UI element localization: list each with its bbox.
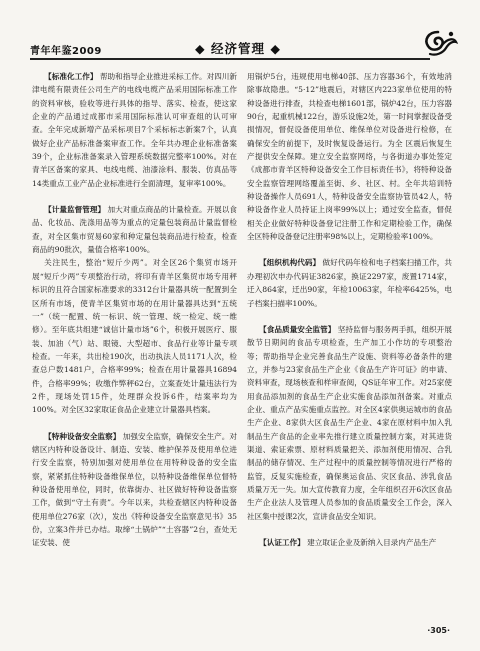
paragraph-organization-code [247, 256, 452, 309]
paragraph-text: 关注民生，整治“短斤少两”。对全区26个集贸市场开展“短斤少两”专项整治行动，将印有青羊区集贸市场专用秤标识的且符合国家标准要求的3312台计量器具统一配置到全区所有市场，使青羊区集贸市场的在用计量器具达到“五统一”（统一配置、统一标识、统一管理、统一检定、统一维修）。至年底共组建“诚信计量市场”6个，积极开展医疗、服装、加油（气）站、眼镜、大型超市、食品行业等计量专项检查。一年来，共出检190次，出动执法人员1171人次，检查总户数1481户，合格率99%；检查在用计量器具16894件，合格率99%；收缴作弊秤62台，立案查处计量违法行为2件，现场处罚15件，处理群众投诉6件，结案率均为100%。对全区32家取证食品企业建立计量器具档案。 [32, 258, 237, 415]
paragraph-special-equipment-continued [247, 70, 452, 243]
section-heading: 【标准化工作】 [44, 72, 98, 81]
paragraph-text: 做好代码年检和电子档案扫描工作，共办理初次申办代码证3826家，换证2297家，废置1714家，迁入864家，迁出90家，年检10063家，年检率6425%，电子档案扫描率100%。 [247, 258, 453, 308]
paragraph-text: 加大对重点商品的计量检查。开展以食品、化妆品、洗涤用品等为重点的定量包装商品计量监督检查，对全区集市贸易60家和种定量包装商品进行检查，检查商品的90批次，量值合格率100%。 [32, 205, 238, 255]
paragraph-market-remediation [32, 256, 237, 416]
swirl-logo-icon [418, 28, 458, 58]
page-header [30, 28, 450, 58]
running-title: 青年年鉴2009 [30, 46, 102, 57]
section-heading: 【计量监督管理】 [44, 205, 106, 215]
paragraph-text: 用锅炉5台，违规使用电梯40部、压力容器36个，有效地消除事故隐患。“5·12”地震后，对辖区内223家单位使用的特种设备进行排查，共检查电梯1601部，锅炉42台，压力容器90台，起重机械122台，游乐设施2处，第一时间掌握设备受损情况，督促设备使用单位、维保单位对设备进行检修，在确保安全的前提下，及时恢复设备运行。为全 区震后恢复生产提供安全保障。建立安全监察网络，与各街道办事处签定《成都市青羊区特种设备安全工作目标责任书》，将特种设备安全监察管理网络覆盖至街、乡、社区、村。全年共培训特种设备操作人员691人，特种设备安全监察协管员42人，特种设备作业人员持证上岗率99%以上；通过安全监查，督促相关企业做好特种设备登记注册工作和定期检验工作，确保全区特种设备登记注册率98%以上，定期检验率100%。 [247, 72, 452, 242]
section-heading: 【认证工作】 [259, 538, 305, 547]
page-number: ·305· [427, 626, 450, 635]
paragraph-metrology [32, 203, 237, 256]
section-title: ◆ 经济管理 ◆ [195, 41, 281, 56]
section-heading: 【特种设备安全监察】 [44, 431, 121, 441]
paragraph-text: 帮助和指导企业推进采标工作。对四川新津电缆有限责任公司生产的电线电缆产品采用国际标准工作的资料审核，验收等进行具体的指导、落实、检查，使这家企业的产品通过成都市采用国际标准认可审查组的认可审查。全年完成新增产品采标项目7个采标标志新案7个，认真做好企业产品标准备案审查工作。全年共办理企业标准备案39个，企业标准备案录入管理系统数据完整率100%。对在青羊区备案的家具、电线电缆、油漆涂料、服装、仿真品等14类重点工业产品企业标准进行全面清理，复审率100%。 [32, 72, 238, 188]
right-column [247, 70, 452, 549]
paragraph-food-safety [247, 323, 452, 523]
section-heading: 【组织机构代码】 [259, 258, 321, 268]
left-column [32, 70, 237, 550]
paragraph-text: 建立取证企业及新纳入目录内产品生产 [307, 538, 437, 547]
header-rule [30, 58, 430, 60]
paragraph-certification [247, 536, 452, 549]
paragraph-standardization [32, 70, 237, 190]
paragraph-special-equipment [32, 430, 237, 550]
paragraph-text: 坚持监督与服务两手抓，组织开展散节日期间的食品专项检查，生产加工小作坊的专项整治等；帮助指导企业完善食品生产设施、资料等必备条件的建立，并参与23家食品生产企业《食品生产许可证》的申请、资料审查，现场核查和样审查阅，QS证年审工作。对25家使用食品添加剂的食品生产企业实施食品添加剂备案。对重点企业、重点产品实施重点监控。对全区4家供奥运城市的食品生产企业、8家供大区食品生产企业、4家在原材料中加入乳制品生产食品的企业率先推行建立质量控制方案，对其进货渠道、索证索票、原材料质量把关、添加剂使用情况、合乳制品的储存情况、生产过程中的质量控制等情况进行严格的监管，反复实施检查，确保奥运食品、灾区食品、涉乳食品质量万无一失。加大宣传教育力度，全年组织召开6次区食品生产企业法人及管理人员参加的食品质量安全工作会，深入社区集中授课2次，宣讲食品安全知识。 [247, 324, 453, 521]
section-heading: 【食品质量安全监管】 [259, 324, 336, 334]
paragraph-text: 加强安全监察，确保安全生产。对辖区内特种设备设计、制造、安装、维护保养及使用单位进行安全监察，特别加强对使用单位在用特种设备的安全监察，紧紧抓住特种设备维保单位，以特种设备维保单位督特种设备使用单位，同时，依靠街办、社区做好特种设备监察工作，做到“守土有责”。今年以来，共检查辖区内特种设备使用单位276家（次），发出《特种设备安全监察意见书》35份，立案3件并已办结。取缔“土锅炉”“土容器”2台，查处无证安装、使 [32, 431, 238, 548]
